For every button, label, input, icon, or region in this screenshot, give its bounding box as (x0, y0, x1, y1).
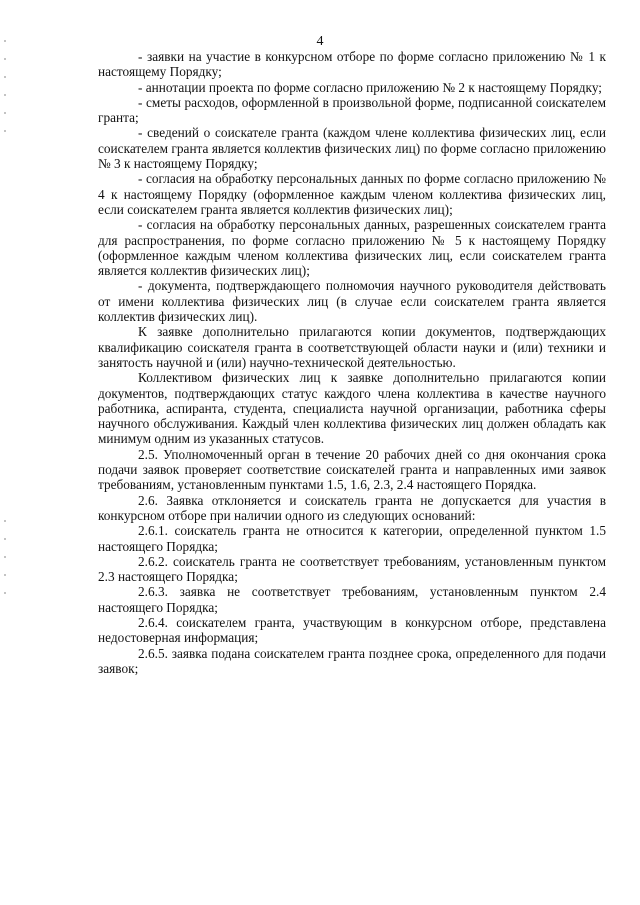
paragraph-qualification-copies: К заявке дополнительно прилагаются копии документов, подтверждающих квалификацию соискателя гранта в соответствующей области науки и (или) техники и занятость научной и (или) научно-технической деятельностью. (98, 324, 606, 370)
scan-margin-marks (4, 0, 10, 905)
paragraph-list-item-annotation: - аннотации проекта по форме согласно приложению № 2 к настоящему Порядку; (138, 79, 602, 95)
paragraph-section-2-6-2: 2.6.2. соискатель гранта не соответствует требованиям, установленным пунктом 2.3 настоящего Порядка; (98, 553, 606, 585)
page-number: 4 (316, 34, 324, 49)
paragraph-list-item-authority-document: - документа, подтверждающего полномочия научного руководителя действовать от имени коллектива физических лиц (в случае если соискателем гранта является коллектив физических лиц). (98, 278, 606, 325)
document-body (98, 49, 606, 676)
paragraph-section-2-6-1: 2.6.1. соискатель гранта не относится к категории, определенной пунктом 1.5 настоящего Порядка; (98, 523, 606, 554)
paragraph-list-item-data-consent: - согласия на обработку персональных данных по форме согласно приложению № 4 к настоящему Порядку (оформленное каждым членом коллектива физических лиц, если соискателем гранта является коллектив физических лиц); (98, 171, 606, 217)
paragraph-section-2-6-3: 2.6.3. заявка не соответствует требованиям, установленным пунктом 2.4 настоящего Порядка; (98, 584, 606, 615)
paragraph-section-2-5: 2.5. Уполномоченный орган в течение 20 рабочих дней со дня окончания срока подачи заявок проверяет соответствие соискателей гранта и направленных ими заявок требованиям, установленным пунктами 1.5, 1.6, 2.3, 2.4 настоящего Порядка. (98, 446, 606, 493)
paragraph-section-2-6-4: 2.6.4. соискателем гранта, участвующим в конкурсном отборе, представлена недостоверная информация; (98, 614, 606, 646)
paragraph-section-2-6-5: 2.6.5. заявка подана соискателем гранта позднее срока, определенного для подачи заявок; (98, 645, 606, 676)
paragraph-section-2-6: 2.6. Заявка отклоняется и соискатель гранта не допускается для участия в конкурсном отборе при наличии одного из следующих оснований: (98, 492, 606, 523)
paragraph-collective-status-copies: Коллективом физических лиц к заявке дополнительно прилагаются копии документов, подтверждающих статус каждого члена коллектива в качестве научного работника, аспиранта, студента, специалиста научной организации, работника сферы научного обслуживания. Каждый член коллектива физических лиц должен обладать как минимум одним из указанных статусов. (98, 370, 606, 447)
paragraph-list-item-budget: - сметы расходов, оформленной в произвольной форме, подписанной соискателем гранта; (98, 94, 606, 126)
paragraph-list-item-application: - заявки на участие в конкурсном отборе по форме согласно приложению № 1 к настоящему Порядку; (98, 49, 606, 80)
paragraph-list-item-applicant-info: - сведений о соискателе гранта (каждом члене коллектива физических лиц, если соискателем гранта является коллектив физических лиц) по форме согласно приложению № 3 к настоящему Порядку; (98, 125, 606, 172)
paragraph-list-item-distribution-consent: - согласия на обработку персональных данных, разрешенных соискателем гранта для распространения, по форме согласно приложению № 5 к настоящему Порядку (оформленное каждым членом коллектива физических лиц, если соискателем гранта является коллектив физических лиц); (98, 217, 606, 279)
